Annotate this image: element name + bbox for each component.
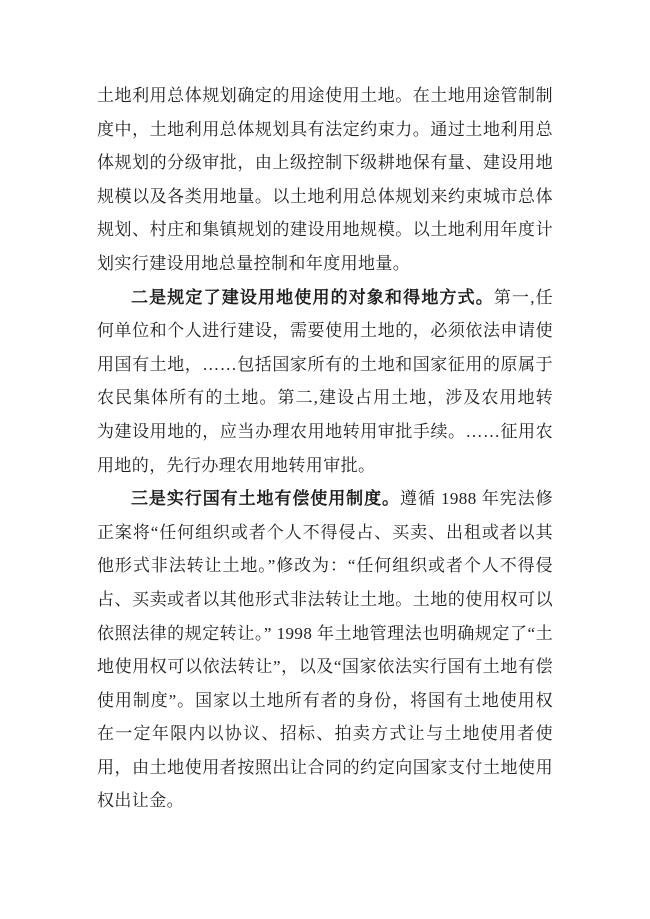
paragraph-3-bold-lead: 三是实行国有土地有偿使用制度。	[131, 489, 400, 509]
paragraph-2-text: 第一,任何单位和个人进行建设，需要使用土地的，必须依法申请使用国有土地，……包括国家所有的土地和国家征用的原属于农民集体所有的土地。第二,建设占用土地，涉及农用地转为建设用地的，应当办理农用地转用审批手续。……征用农用地的，先行办理农用地转用审批。	[97, 287, 553, 475]
paragraph-2-bold-lead: 二是规定了建设用地使用的对象和得地方式。	[131, 287, 494, 307]
paragraph-1-text: 土地利用总体规划确定的用途使用土地。在土地用途管制制度中，土地利用总体规划具有法定约束力。通过土地利用总体规划的分级审批，由上级控制下级耕地保有量、建设用地规模以及各类用地量。以土地利用总体规划来约束城市总体规划、村庄和集镇规划的建设用地规模。以土地利用年度计划实行建设用地总量控制和年度用地量。	[97, 86, 553, 273]
paragraph-paid-use-system	[97, 482, 553, 818]
paragraph-construction-land-rules	[97, 281, 553, 483]
document-text-block	[97, 79, 553, 818]
paragraph-3-text: 遵循 1988 年宪法修正案将“任何组织或者个人不得侵占、买卖、出租或者以其他形式非法转让土地。”修改为：“任何组织或者个人不得侵占、买卖或者以其他形式非法转让土地。土地的使用权可以依照法律的规定转让。” 1998 年土地管理法也明确规定了“土地使用权可以依法转让”，以及“国家依法实行国有土地有偿使用制度”。国家以土地所有者的身份，将国有土地使用权在一定年限内以协议、招标、拍卖方式让与土地使用者使用，由土地使用者按照出让合同的约定向国家支付土地使用权出让金。	[97, 489, 553, 811]
paragraph-land-use-planning-continuation	[97, 79, 553, 281]
